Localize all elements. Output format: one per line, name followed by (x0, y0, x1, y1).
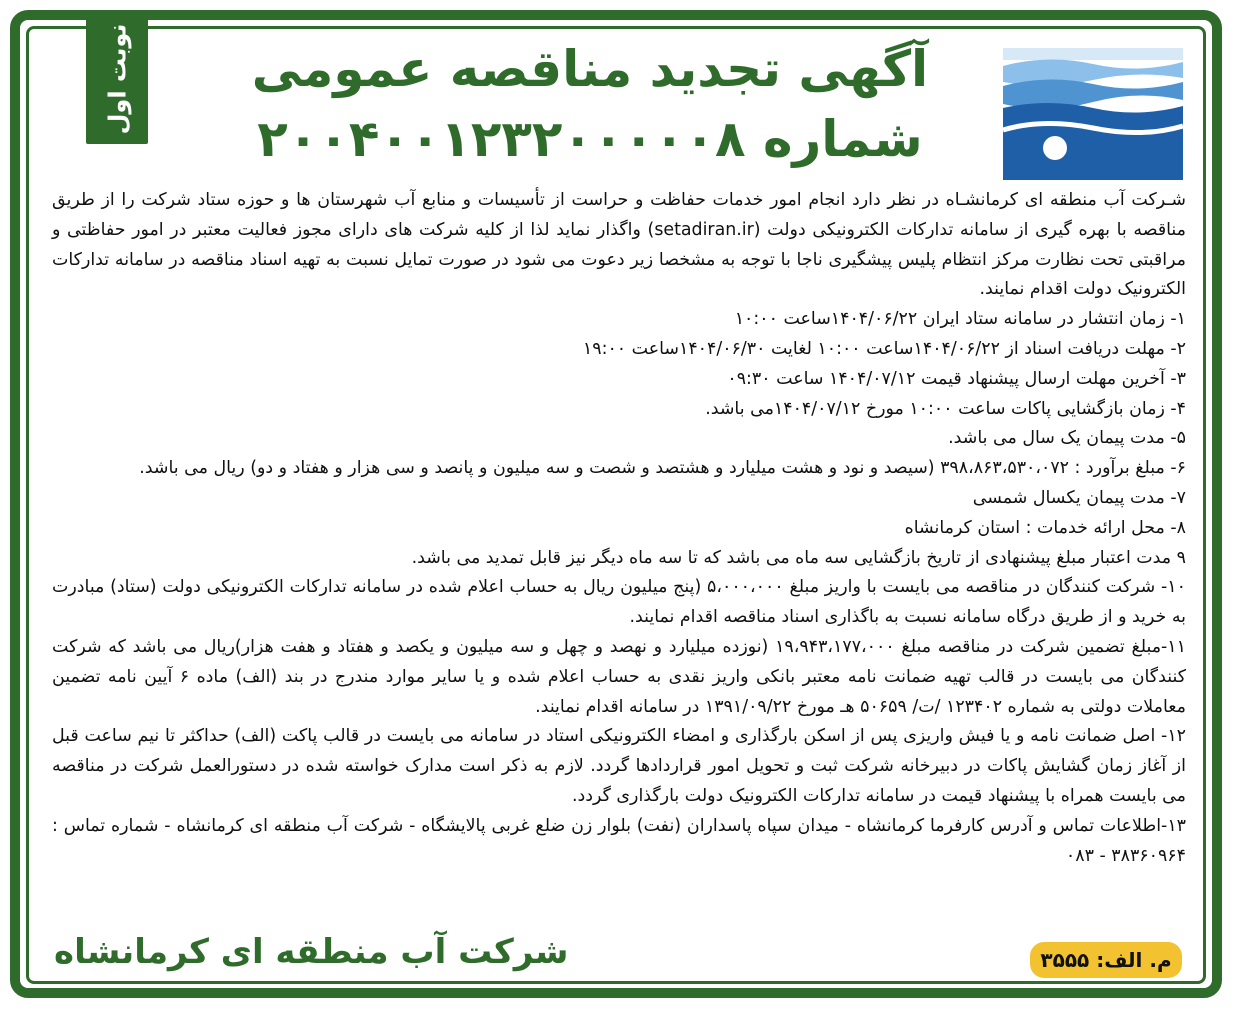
tender-number: شماره ۲۰۰۴۰۰۱۲۳۲۰۰۰۰۰۸ (257, 110, 923, 168)
list-item: ۱- زمان انتشار در سامانه ستاد ایران ۱۴۰۴/۰۶/۲۲ساعت ۱۰:۰۰ (734, 309, 1186, 330)
ad-code-badge: م. الف: ۳۵۵۵ (1030, 942, 1182, 978)
water-company-logo-icon (1003, 48, 1183, 180)
list-item: ۷- مدت پیمان یکسال شمسی (972, 487, 1186, 508)
footer-company-name: شرکت آب منطقه ای کرمانشاه (54, 932, 569, 972)
page-title: آگهی تجدید مناقصه عمومی (251, 40, 929, 98)
list-item: ۱۲- اصل ضمانت نامه و یا فیش واریزی پس از اسکن بارگذاری و امضاء الکترونیکی استاد در سامانه می بایست در قالب پاکت (الف) حداکثر تا نیم ساعت قبل از آغاز زمان گشایش پاکات در دبیرخانه شرکت ثبت و تحویل امور قراردادها گردد. لازم به ذکر است مدارک خواسته شده در دستورالعمل شرکت در مناقصه می بایست همراه با پیشنهاد قیمت در سامانه تدارکات الکترونیک دولت بارگذاری گردد. (52, 726, 1186, 806)
list-item: ۸- محل ارائه خدمات : استان کرمانشاه (904, 517, 1186, 538)
notice-body (52, 186, 1186, 871)
intro-paragraph: شـرکت آب منطقه ای کرمانشـاه در نظر دارد انجام امور خدمات حفاظت و حراست از تأسیسات و منابع آب شهرستان ها و حوزه ستاد شرکت را از طریق مناقصه با بهره گیری از سامانه تدارکات الکترونیکی دولت (setadiran.ir) واگذار نماید لذا از کلیه شرکت های دارای مجوز فعالیت معتبر در امور حفاظتی و مراقبتی تحت نظارت مرکز انتظام پلیس پیشگیری ناجا با توجه به مشخصا زیر دعوت می شود در صورت تمایل نسبت به تهیه اسناد مناقصه در سامانه تدارکات الکترونیک دولت اقدام نمایند. (52, 190, 1186, 300)
list-item: ۶- مبلغ برآورد : ۳۹۸،۸۶۳،۵۳۰،۰۷۲ (سیصد و نود و هشت میلیارد و هشتصد و شصت و سه میلیون و پانصد و سی هزار و هفتاد و دو) ریال می باشد. (139, 458, 1186, 479)
list-item: ۹ مدت اعتبار مبلغ پیشنهادی از تاریخ بازگشایی سه ماه می باشد که تا سه ماه دیگر نیز قابل تمدید می باشد. (411, 547, 1186, 568)
edition-tag (86, 14, 148, 144)
edition-label: نوبت اول (103, 23, 131, 135)
list-item: ۱۱-مبلغ تضمین شرکت در مناقصه مبلغ ۱۹،۹۴۳،۱۷۷،۰۰۰ (نوزده میلیارد و نهصد و چهل و سه میلیون و یکصد و هفتاد و هفت هزار)ریال می باشد که شرکت کنندگان می بایست در قالب تهیه ضمانت نامه معتبر بانکی واریز نقدی به حساب اعلام شده و یا سایر موارد مندرج در بند (الف) ماده ۶ آیین نامه تضمین معاملات دولتی به شماره ۱۲۳۴۰۲ /ت/ ۵۰۶۵۹ هـ مورخ ۱۳۹۱/۰۹/۲۲ در سامانه اقدام نمایند. (52, 636, 1186, 717)
list-item: ۱۳-اطلاعات تماس و آدرس کارفرما کرمانشاه - میدان سپاه پاسداران (نفت) بلوار زن ضلع غربی پالایشگاه - شرکت آب منطقه ای کرمانشاه - شماره تماس : ۳۸۳۶۰۹۶۴ - ۰۸۳ (52, 815, 1186, 866)
list-item: ۵- مدت پیمان یک سال می باشد. (948, 428, 1186, 449)
list-item: ۴- زمان بازگشایی پاکات ساعت ۱۰:۰۰ مورخ ۱۴۰۴/۰۷/۱۲می باشد. (705, 398, 1186, 419)
list-item: ۳- آخرین مهلت ارسال پیشنهاد قیمت ۱۴۰۴/۰۷/۱۲ ساعت ۰۹:۳۰ (727, 368, 1186, 389)
list-item: ۲- مهلت دریافت اسناد از ۱۴۰۴/۰۶/۲۲ساعت ۱۰:۰۰ لغایت ۱۴۰۴/۰۶/۳۰ساعت ۱۹:۰۰ (582, 338, 1186, 359)
list-item: ۱۰- شرکت کنندگان در مناقصه می بایست با واریز مبلغ ۵،۰۰۰،۰۰۰ (پنج میلیون ریال به حساب اعلام شده در سامانه تدارکات الکترونیکی دولت (ستاد) مبادرت به خرید و از طریق درگاه سامانه نسبت به باگذاری اسناد مناقصه اقدام نمایند. (52, 577, 1186, 628)
